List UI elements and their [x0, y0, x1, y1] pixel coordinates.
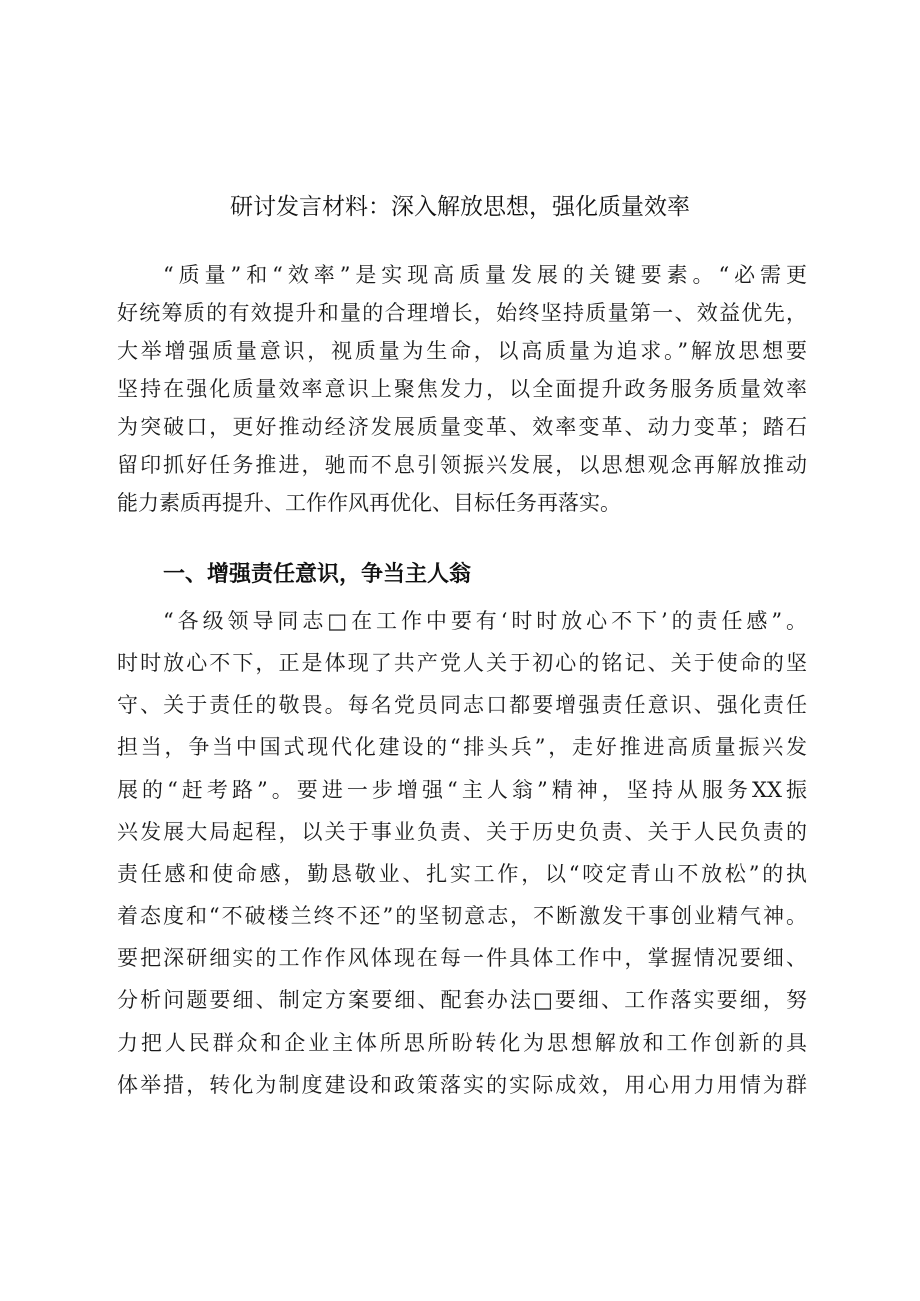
paragraph-2-line-4: 担当，争当中国式现代化建设的“排头兵”，走好推进高质量振兴发 [117, 735, 807, 759]
section-1-heading: 一、增强责任意识，争当主人翁 [163, 562, 472, 587]
paragraph-2-line-6: 兴发展大局起程，以关于事业负责、关于历史负责、关于人民负责的 [117, 820, 807, 844]
paragraph-1-line-4: 坚持在强化质量效率意识上聚焦发力，以全面提升政务服务质量效率 [117, 377, 807, 401]
paragraph-2-line-5: 展的“赶考路”。要进一步增强“主人翁”精神，坚持从服务XX振 [117, 778, 807, 802]
paragraph-2-line-9: 要把深研细实的工作作风体现在每一件具体工作中，掌握情况要细、 [117, 946, 807, 970]
paragraph-1-line-6: 留印抓好任务推进，驰而不息引领振兴发展，以思想观念再解放推动 [117, 453, 807, 477]
document-title: 研讨发言材料：深入解放思想，强化质量效率 [230, 194, 690, 220]
paragraph-2-line-7: 责任感和使命感，勤恳敬业、扎实工作，以“咬定青山不放松”的执 [117, 862, 807, 886]
paragraph-1-line-7: 能力素质再提升、工作作风再优化、目标任务再落实。 [117, 491, 621, 515]
paragraph-1-line-3: 大举增强质量意识，视质量为生命，以高质量为追求。”解放思想要 [117, 339, 807, 363]
paragraph-2-line-3: 守、关于责任的敬畏。每名党员同志口都要增强责任意识、强化责任 [117, 693, 807, 717]
paragraph-2-line-1: “各级领导同志□在工作中要有‘时时放心不下’的责任感”。 [163, 609, 807, 633]
paragraph-2-line-12: 体举措，转化为制度建设和政策落实的实际成效，用心用力用情为群 [117, 1073, 807, 1097]
paragraph-1-line-1: “质量”和“效率”是实现高质量发展的关键要素。“必需更 [163, 263, 807, 287]
paragraph-1-line-5: 为突破口，更好推动经济发展质量变革、效率变革、动力变革；踏石 [117, 415, 807, 439]
paragraph-2-line-2: 时时放心不下，正是体现了共产党人关于初心的铭记、关于使命的坚 [117, 651, 807, 675]
paragraph-1-line-2: 好统筹质的有效提升和量的合理增长，始终坚持质量第一、效益优先， [117, 301, 807, 325]
paragraph-2-line-8: 着态度和“不破楼兰终不还”的坚韧意志，不断激发干事创业精气神。 [117, 904, 807, 928]
paragraph-2-line-11: 力把人民群众和企业主体所思所盼转化为思想解放和工作创新的具 [117, 1031, 807, 1055]
paragraph-2-line-10: 分析问题要细、制定方案要细、配套办法□要细、工作落实要细，努 [117, 988, 807, 1012]
